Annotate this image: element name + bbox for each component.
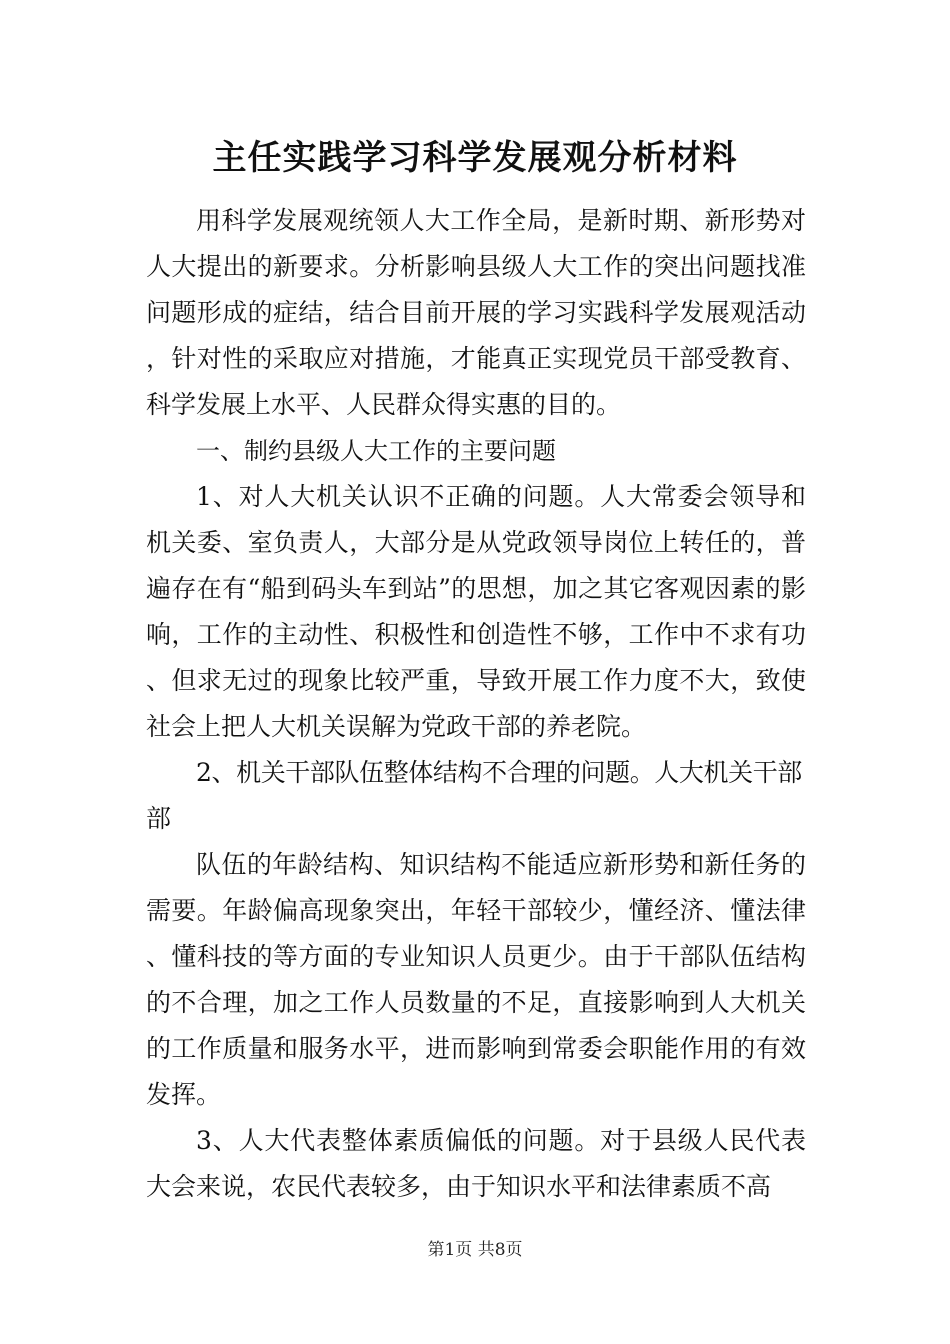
document-title: 主任实践学习科学发展观分析材料 bbox=[212, 138, 738, 178]
page-footer: 第1页 共8页 bbox=[427, 1240, 523, 1260]
paragraph-item-2-break: 部 bbox=[146, 804, 172, 833]
paragraph-item-1: 1、对人大机关认识不正确的问题。人大常委会领导和机关委、室负责人，大部分是从党政领导岗位上转任的，普遍存在有“船到码头车到站”的思想，加之其它客观因素的影响，工作的主动性、积极性和创造性不够，工作中不求有功、但求无过的现象比较严重，导致开展工作力度不大，致使社会上把人大机关误解为党政干部的养老院。 bbox=[146, 482, 806, 741]
paragraph-item-2-continued: 队伍的年龄结构、知识结构不能适应新形势和新任务的需要。年龄偏高现象突出，年轻干部较少，懂经济、懂法律、懂科技的等方面的专业知识人员更少。由于干部队伍结构的不合理，加之工作人员数量的不足，直接影响到人大机关的工作质量和服务水平，进而影响到常委会职能作用的有效发挥。 bbox=[146, 850, 806, 1109]
paragraph-item-2: 2、机关干部队伍整体结构不合理的问题。人大机关干部 bbox=[196, 758, 802, 787]
paragraph-item-3: 3、人大代表整体素质偏低的问题。对于县级人民代表大会来说，农民代表较多，由于知识水平和法律素质不高 bbox=[146, 1126, 806, 1201]
paragraph-intro: 用科学发展观统领人大工作全局，是新时期、新形势对人大提出的新要求。分析影响县级人大工作的突出问题找准问题形成的症结，结合目前开展的学习实践科学发展观活动，针对性的采取应对措施，才能真正实现党员干部受教育、科学发展上水平、人民群众得实惠的目的。 bbox=[146, 206, 806, 419]
document-body bbox=[146, 198, 806, 1210]
section-heading: 一、制约县级人大工作的主要问题 bbox=[196, 437, 556, 465]
